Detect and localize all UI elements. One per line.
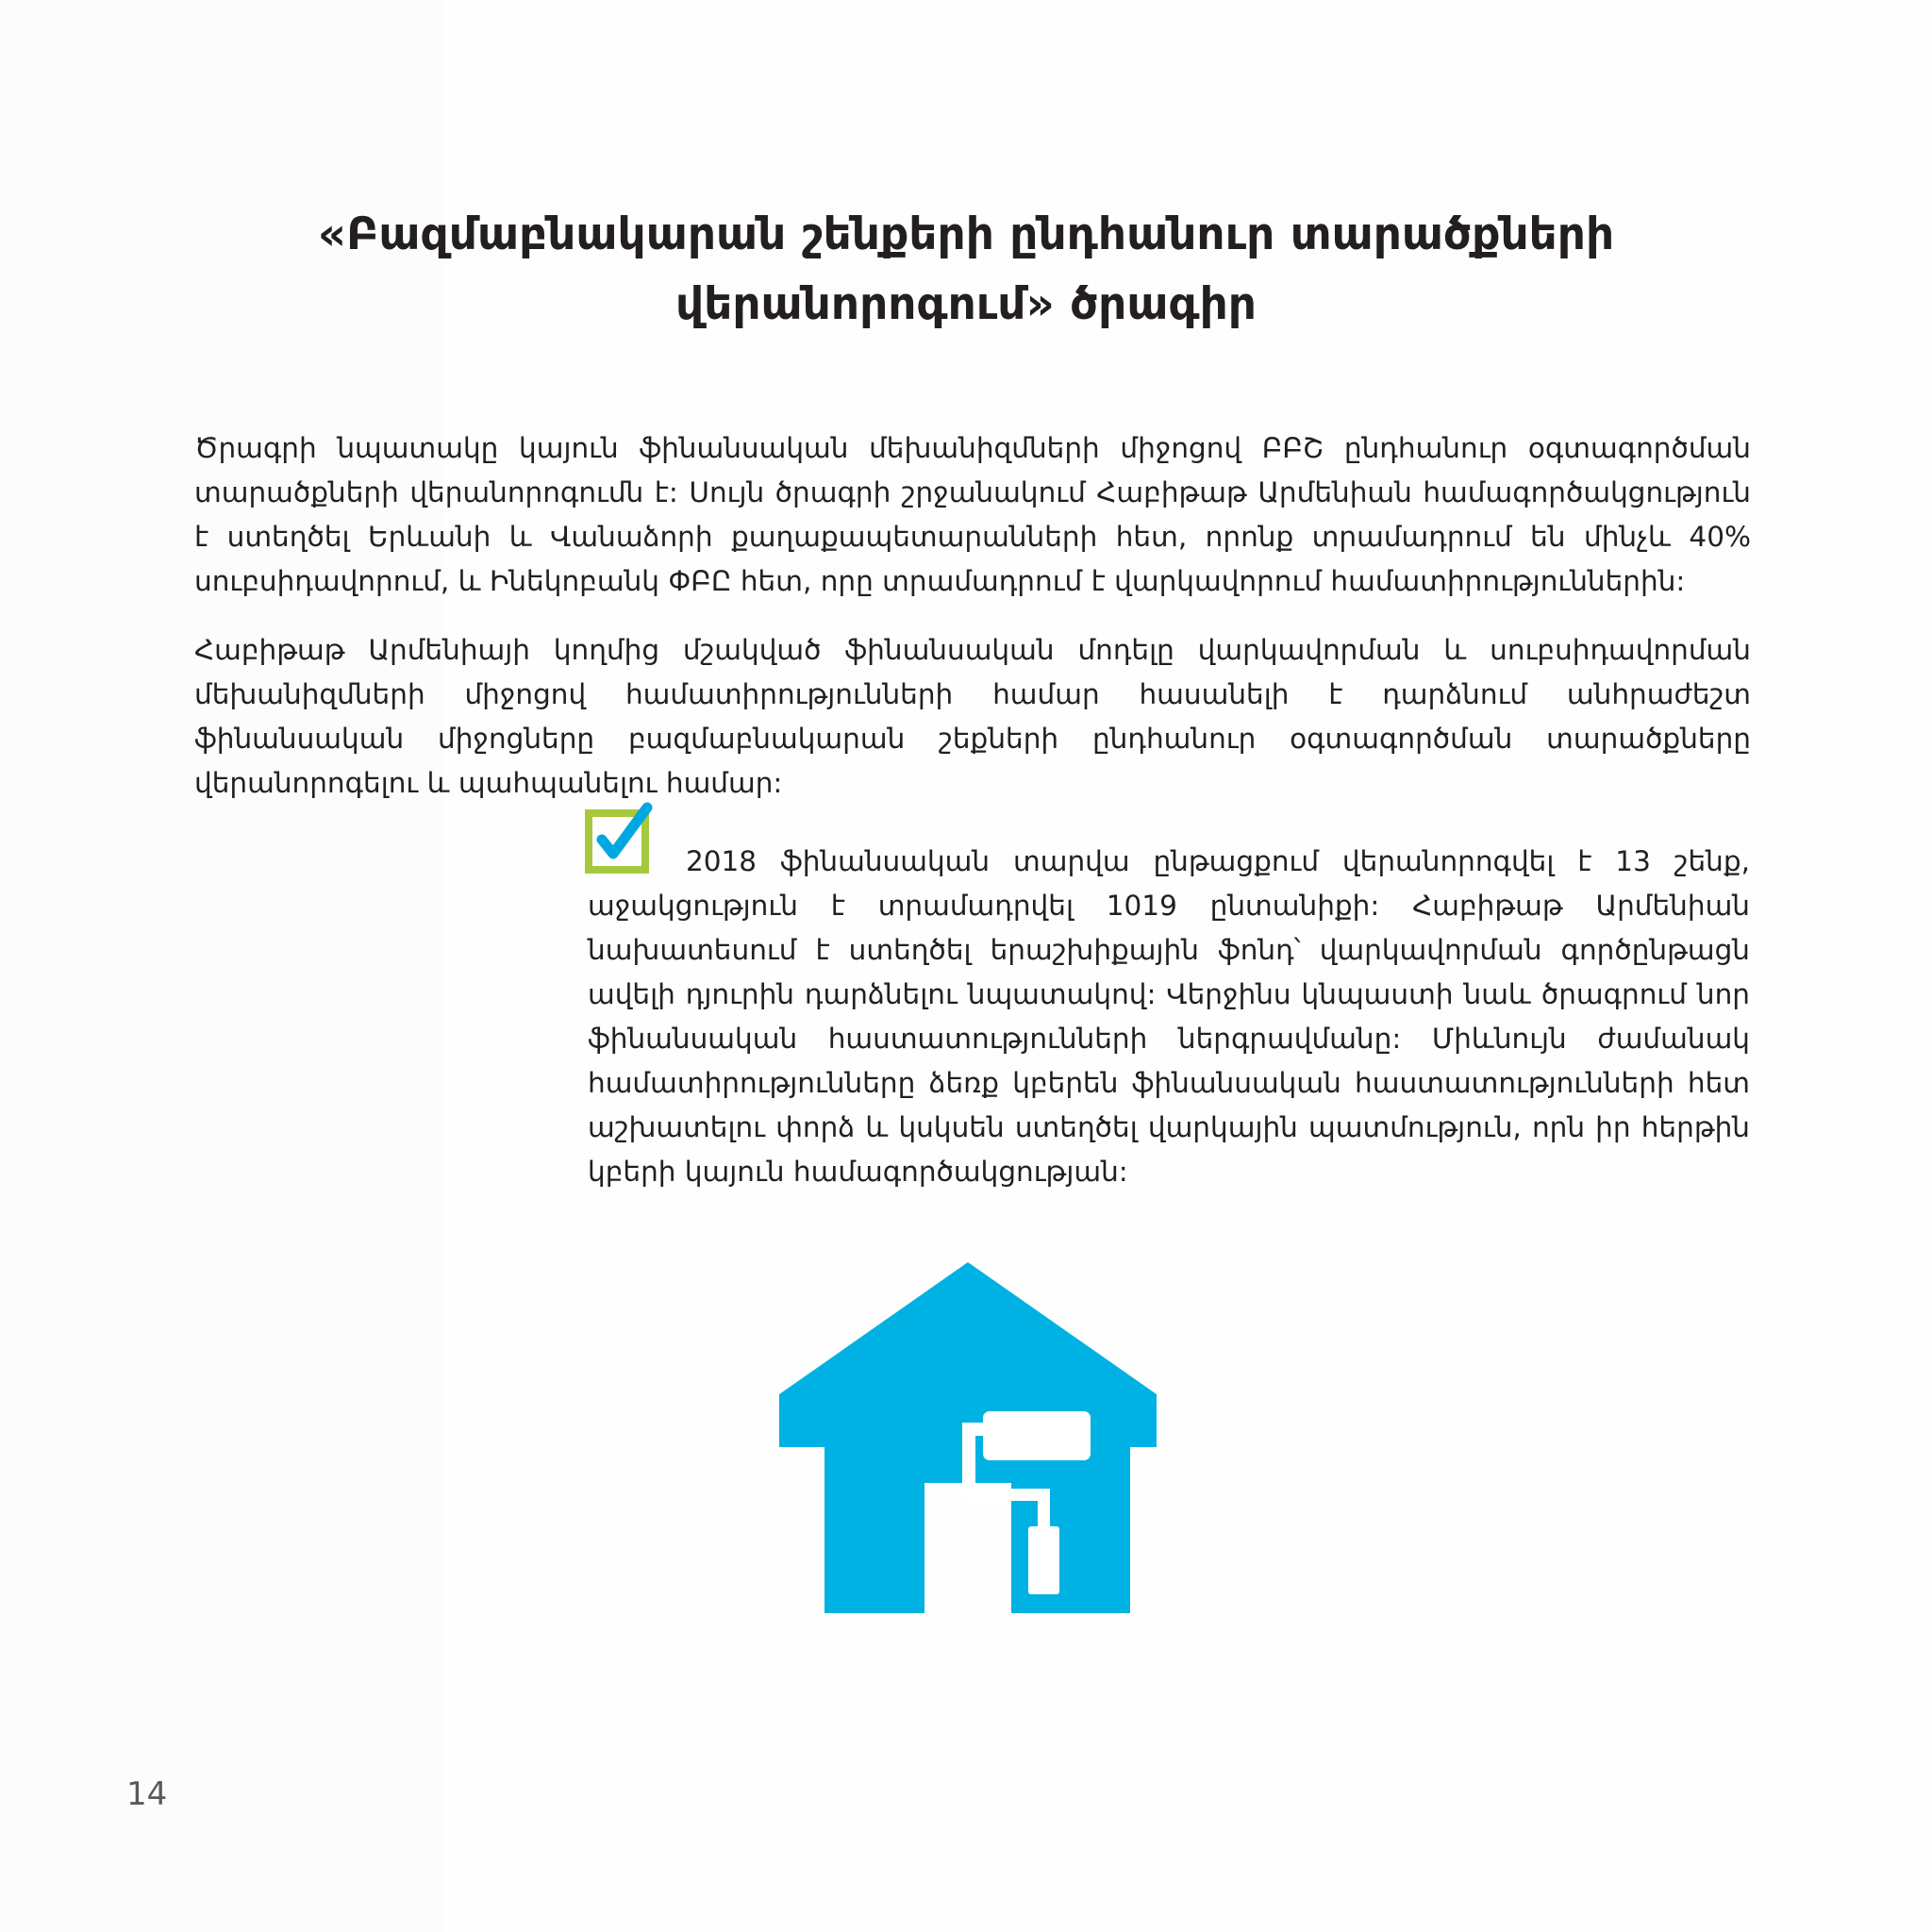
page-number: 14	[126, 1775, 168, 1813]
results-paragraph: 2018 ֆինանսական տարվա ընթացքում վերանորոգվել է 13 շենք, աջակցություն է տրամադրվել 1019 ընտանիքի: Հաբիթաթ Արմենիան նախատեսում է ստեղծել երաշխիքային ֆոնդ՝ վարկավորման գործընթացն ավելի դյուրին դարձնելու նպատակով: Վերջինս կնպաստի նաև ծրագրում նոր ֆինանսական հաստատությունների ներգրավմանը: Միևնույն ժամանակ համատիրությունները ձեռք կբերեն ֆինանսական հաստատությունների հետ աշխատելու փորձ և կսկսեն ստեղծել վարկային պատմություն, որն իր հերթին կբերի կայուն համագործակցության:	[588, 845, 1750, 1188]
house-paint-roller-icon	[779, 1262, 1157, 1613]
page-title	[226, 200, 1706, 340]
financial-model-paragraph: Հաբիթաթ Արմենիայի կողմից մշակված ֆինանսական մոդելը վարկավորման և սուբսիդավորման մեխանիզմների միջոցով համատիրությունների համար հասանելի է դարձնում անհրաժեշտ ֆինանսական միջոցները բազմաբնակարան շեքների ընդհանուր օգտագործման տարածքները վերանորոգելու և պահպանելու համար:	[194, 634, 1751, 799]
page-title-line-1: «Բազմաբնակարան շենքերի ընդհանուր տարածքների	[317, 208, 1615, 260]
page-title-line-2: վերանորոգում» ծրագիր	[675, 278, 1257, 330]
intro-paragraph: Ծրագրի նպատակը կայուն ֆինանսական մեխանիզմների միջոցով ԲԲՇ ընդհանուր օգտագործման տարածքների վերանորոգումն է: Սույն ծրագրի շրջանակում Հաբիթաթ Արմենիան համագործակցություն է ստեղծել Երևանի և Վանաձորի քաղաքապետարանների հետ, որոնք տրամադրում են մինչև 40% սուբսիդավորում, և Ինեկոբանկ ՓԲԸ հետ, որը տրամադրում է վարկավորում համատիրություններին:	[194, 432, 1751, 597]
